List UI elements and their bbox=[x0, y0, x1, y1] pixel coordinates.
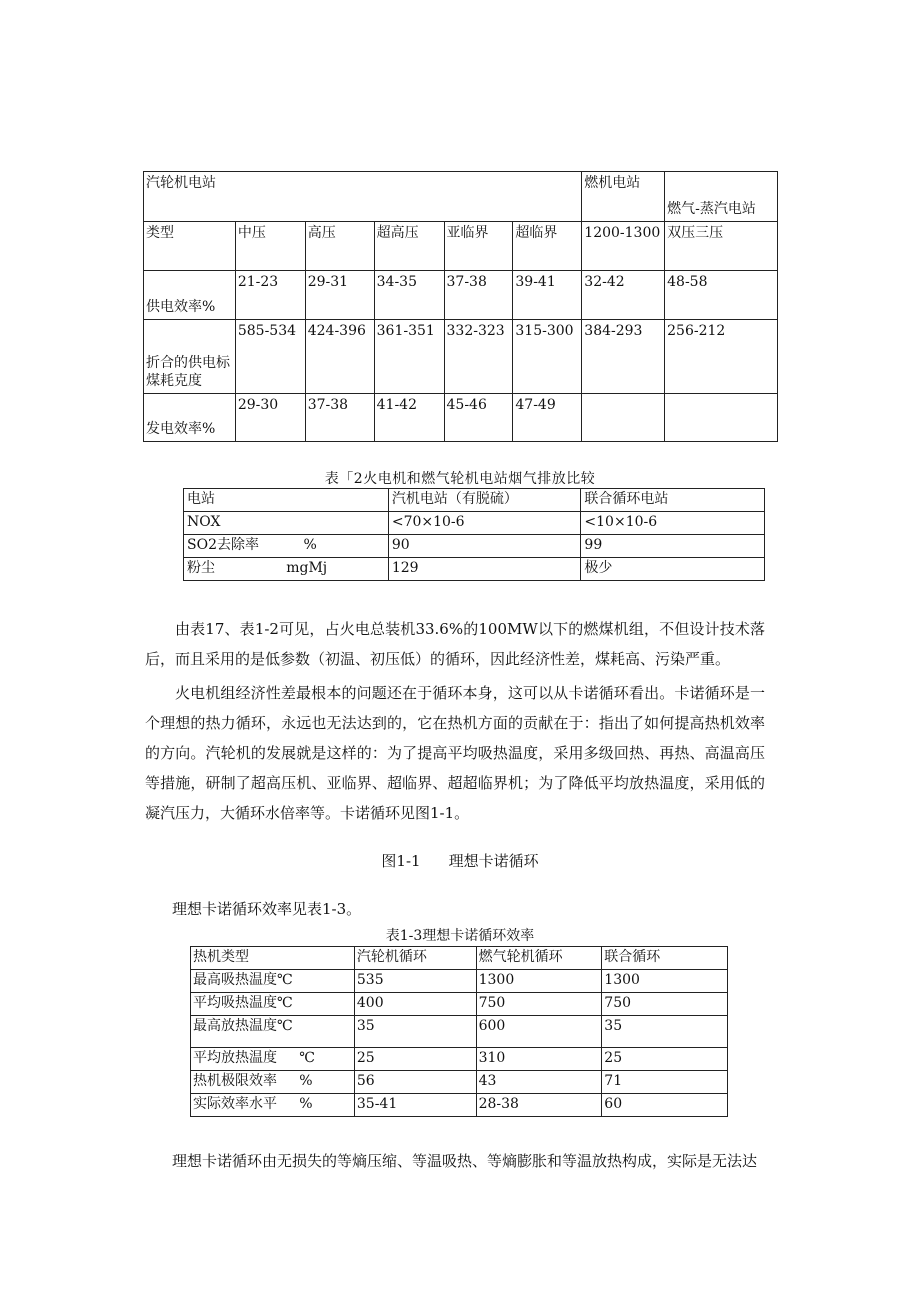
table-cell: 类型 bbox=[144, 222, 236, 271]
table-cell: 极少 bbox=[581, 558, 765, 581]
table-cell: 燃气轮机循环 bbox=[476, 947, 602, 970]
table-cell: 600 bbox=[476, 1016, 602, 1048]
table-cell: 发电效率% bbox=[144, 394, 236, 442]
table-cell: 750 bbox=[476, 993, 602, 1016]
table-cell: 超高压 bbox=[374, 222, 444, 271]
combined-station-header: 燃气-蒸汽电站 bbox=[665, 172, 778, 222]
table-cell: 平均吸热温度℃ bbox=[191, 993, 355, 1016]
table-cell: 99 bbox=[581, 535, 765, 558]
table-cell: 35 bbox=[602, 1016, 728, 1048]
emission-comparison-table bbox=[183, 488, 765, 581]
table-cell: 45-46 bbox=[444, 394, 513, 442]
table-cell: 1300 bbox=[476, 970, 602, 993]
table-cell: 47-49 bbox=[513, 394, 582, 442]
figure-title: 理想卡诺循环 bbox=[448, 852, 539, 870]
table-cell: 41-42 bbox=[374, 394, 444, 442]
table-cell: <10×10-6 bbox=[581, 512, 765, 535]
table-cell: 129 bbox=[388, 558, 581, 581]
body-paragraph: 理想卡诺循环由无损失的等熵压缩、等温吸热、等熵膨胀和等温放热构成，实际是无法达 bbox=[172, 1152, 758, 1170]
table-cell: 315-300 bbox=[513, 320, 582, 394]
table-cell: SO2去除率 % bbox=[184, 535, 389, 558]
table-cell: 超临界 bbox=[513, 222, 582, 271]
table-cell: 750 bbox=[602, 993, 728, 1016]
table-cell: 21-23 bbox=[235, 271, 305, 320]
table-cell: 256-212 bbox=[665, 320, 778, 394]
table-reference: 理想卡诺循环效率见表1-3。 bbox=[172, 900, 362, 918]
carnot-efficiency-table bbox=[190, 946, 728, 1117]
table-cell: 60 bbox=[602, 1094, 728, 1117]
table-cell: 1300 bbox=[602, 970, 728, 993]
table-cell: 最高吸热温度℃ bbox=[191, 970, 355, 993]
table-cell: 332-323 bbox=[444, 320, 513, 394]
table-cell: 最高放热温度℃ bbox=[191, 1016, 355, 1048]
table-cell: 折合的供电标煤耗克度 bbox=[144, 320, 236, 394]
table-cell: 29-30 bbox=[235, 394, 305, 442]
table-cell bbox=[582, 394, 665, 442]
gas-station-header: 燃机电站 bbox=[582, 172, 665, 222]
table-cell: 37-38 bbox=[305, 394, 374, 442]
table-cell: 25 bbox=[602, 1048, 728, 1071]
table-cell: 电站 bbox=[184, 489, 389, 512]
table-cell: 35 bbox=[354, 1016, 476, 1048]
table-cell: NOX bbox=[184, 512, 389, 535]
table-cell: 34-35 bbox=[374, 271, 444, 320]
table-cell bbox=[665, 394, 778, 442]
table-cell: 56 bbox=[354, 1071, 476, 1094]
table-cell: 535 bbox=[354, 970, 476, 993]
table-cell: 高压 bbox=[305, 222, 374, 271]
table-cell: 热机极限效率 % bbox=[191, 1071, 355, 1094]
table-cell: 310 bbox=[476, 1048, 602, 1071]
table-cell: 亚临界 bbox=[444, 222, 513, 271]
table-cell: 平均放热温度 ℃ bbox=[191, 1048, 355, 1071]
body-paragraph: 火电机组经济性差最根本的问题还在于循环本身，这可以从卡诺循环看出。卡诺循环是一个理想的热力循环，永远也无法达到的，它在热机方面的贡献在于：指出了如何提高热机效率的方向。汽轮机的发展就是这样的：为了提高平均吸热温度，采用多级回热、再热、高温高压等措施，研制了超高压机、亚临界、超临界、超超临界机；为了降低平均放热温度，采用低的凝汽压力，大循环水倍率等。卡诺循环见图1-1。 bbox=[145, 684, 765, 822]
table-cell: 双压三压 bbox=[665, 222, 778, 271]
table-cell: 384-293 bbox=[582, 320, 665, 394]
table-cell: 粉尘 mgMj bbox=[184, 558, 389, 581]
table-cell: 424-396 bbox=[305, 320, 374, 394]
table-cell: 供电效率% bbox=[144, 271, 236, 320]
table-cell: 361-351 bbox=[374, 320, 444, 394]
table-cell: 32-42 bbox=[582, 271, 665, 320]
figure-label: 图1-1 bbox=[381, 852, 421, 870]
table-cell: 71 bbox=[602, 1071, 728, 1094]
table-cell: 联合循环电站 bbox=[581, 489, 765, 512]
table-cell: 中压 bbox=[235, 222, 305, 271]
table-cell: <70×10-6 bbox=[388, 512, 581, 535]
table-caption: 表「2火电机和燃气轮机电站烟气排放比较 bbox=[324, 471, 596, 487]
table-cell: 585-534 bbox=[235, 320, 305, 394]
table-cell: 28-38 bbox=[476, 1094, 602, 1117]
table-cell: 1200-1300 bbox=[582, 222, 665, 271]
table-cell: 联合循环 bbox=[602, 947, 728, 970]
figure-caption bbox=[0, 850, 920, 871]
table-cell: 35-41 bbox=[354, 1094, 476, 1117]
table-cell: 48-58 bbox=[665, 271, 778, 320]
table-cell: 400 bbox=[354, 993, 476, 1016]
body-paragraph: 由表17、表1-2可见，占火电总装机33.6%的100MW以下的燃煤机组，不但设计技术落后，而且采用的是低参数（初温、初压低）的循环，因此经济性差，煤耗高、污染严重。 bbox=[145, 620, 765, 668]
steam-station-header: 汽轮机电站 bbox=[144, 172, 582, 222]
table-cell: 热机类型 bbox=[191, 947, 355, 970]
table-cell: 29-31 bbox=[305, 271, 374, 320]
table-cell: 汽机电站（有脱硫） bbox=[388, 489, 581, 512]
power-station-comparison-table bbox=[143, 171, 778, 442]
table-cell: 汽轮机循环 bbox=[354, 947, 476, 970]
table-cell: 39-41 bbox=[513, 271, 582, 320]
table-cell: 90 bbox=[388, 535, 581, 558]
table-cell: 43 bbox=[476, 1071, 602, 1094]
table-cell: 37-38 bbox=[444, 271, 513, 320]
table-caption: 表1-3理想卡诺循环效率 bbox=[385, 928, 535, 944]
table-cell: 实际效率水平 % bbox=[191, 1094, 355, 1117]
table-cell: 25 bbox=[354, 1048, 476, 1071]
